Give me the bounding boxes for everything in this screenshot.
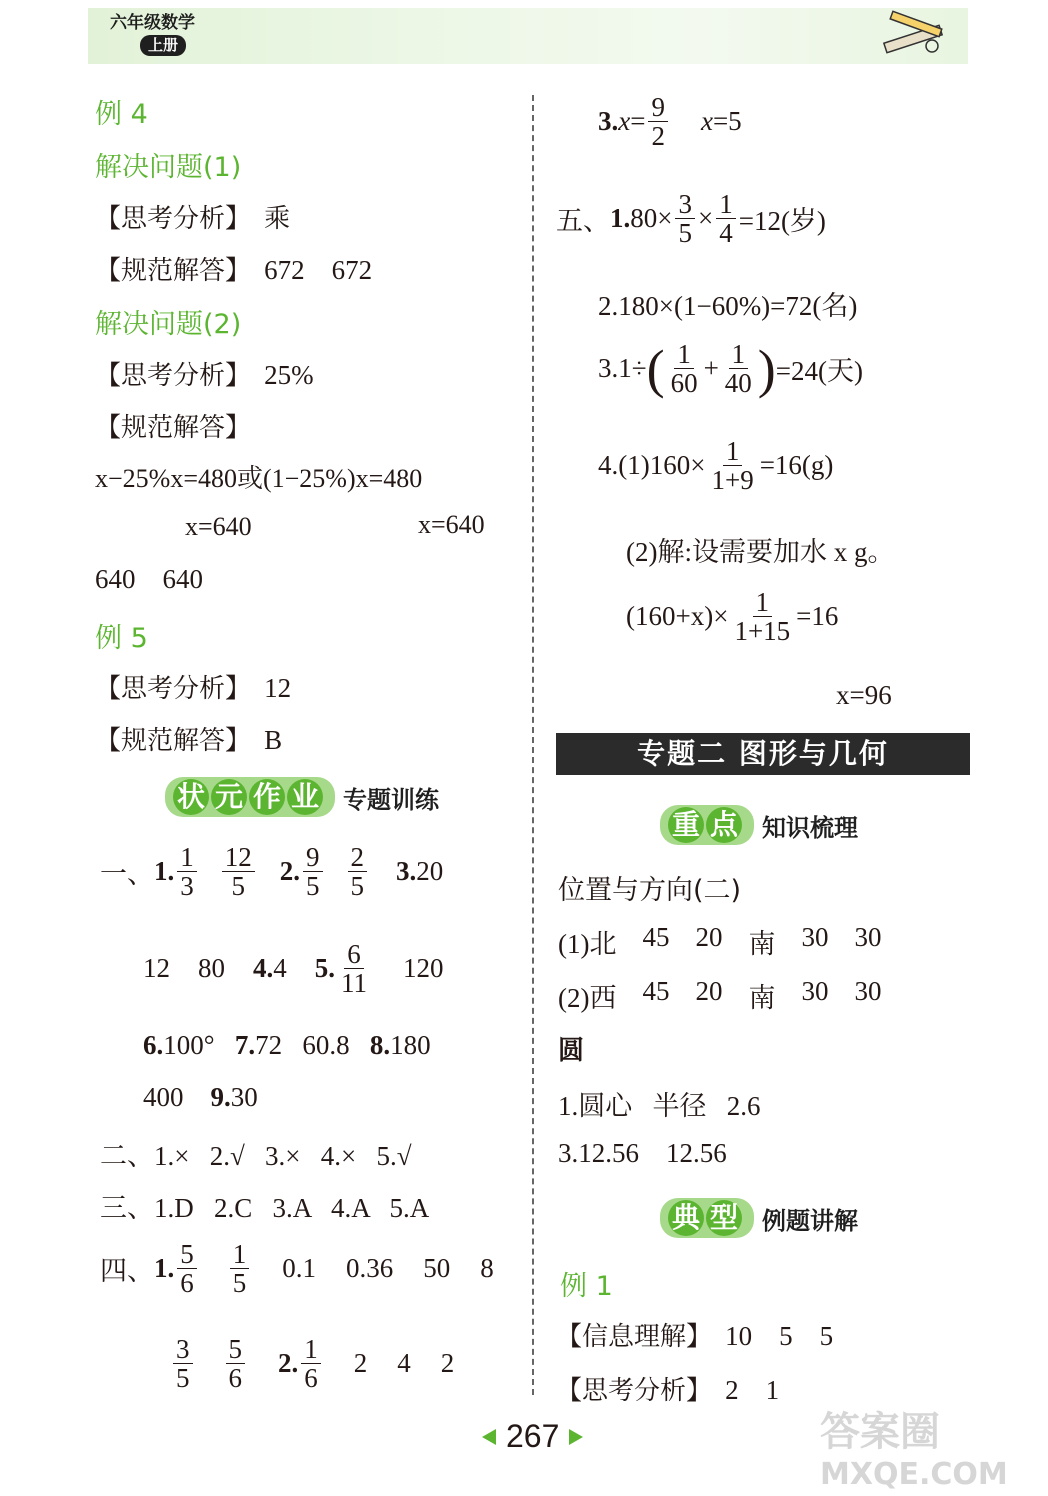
exercise-4-row2 (170, 1335, 454, 1393)
watermark-line: MXQE.COM (820, 1457, 1008, 1492)
exercise-1-row1 (100, 843, 443, 901)
exercise-2-row: 二、1.× 2.√ 3.× 4.× 5.√ (100, 1141, 412, 1171)
fraction: $\frac{2}{5}$ (348, 843, 368, 901)
volume-badge: 上册 (140, 35, 186, 56)
badge-char: 元 (211, 779, 247, 815)
fraction: $\frac{9}{5}$ (303, 843, 323, 901)
section-badge-knowledge (660, 805, 858, 845)
badge-pill (165, 777, 335, 817)
value: 2 (440, 1348, 455, 1379)
column-divider (532, 95, 534, 1395)
fraction: $\frac{5}{6}$ (226, 1335, 246, 1393)
analysis-value: 25% (264, 360, 314, 390)
fraction: $\frac{6}{11}$ (341, 939, 367, 999)
exercise-5-line7: x=96 (836, 680, 892, 710)
info-value: 10 5 5 (725, 1321, 834, 1351)
value: 30 (801, 976, 829, 1006)
example-4-heading: 例 4 (95, 99, 148, 130)
circle-heading: 圆 (558, 1036, 585, 1066)
final-answer: 640 640 (95, 564, 203, 594)
example-1-heading: 例 1 (560, 1271, 613, 1302)
exercise-5-line5: (2)解:设需要加水 x g。 (626, 537, 895, 567)
fraction: $\frac{1}{1+15}$ (734, 587, 791, 647)
answer-value: B (264, 725, 283, 755)
analysis-value: 乘 (264, 204, 291, 234)
badge-char: 重 (668, 807, 704, 843)
item-number: 2. (279, 856, 300, 887)
problem-2-heading: 解决问题(2) (95, 309, 242, 340)
badge-char: 作 (249, 779, 285, 815)
badge-title: 知识梳理 (762, 813, 858, 842)
item-number: 1. (154, 856, 175, 887)
exercise-5-line3: 3.1÷ ( $\frac{1}{60}$ + $\frac{1}{40}$ ) =24(天) (598, 338, 863, 399)
value: 45 (642, 976, 670, 1006)
value: 南 (748, 929, 776, 959)
position-direction-heading: 位置与方向(二) (558, 875, 742, 906)
equation-solution-2: x=640 (418, 510, 485, 539)
fraction: $\frac{5}{6}$ (177, 1240, 197, 1298)
watermark-line: 答案圈 (820, 1409, 940, 1455)
answer-label: 【规范解答】 (95, 726, 252, 756)
q1-analysis-row (95, 198, 290, 235)
page-number (482, 1418, 583, 1455)
value: 30 (801, 922, 829, 952)
badge-char: 型 (706, 1200, 742, 1236)
think-label: 【思考分析】 (556, 1376, 713, 1406)
topic-title-banner: 专题二 图形与几何 (556, 733, 970, 775)
think-row (556, 1370, 779, 1407)
value: 0.1 (282, 1253, 316, 1284)
watermark-text (820, 1400, 1008, 1492)
info-label: 【信息理解】 (556, 1322, 713, 1352)
item-3: 3.20 (396, 856, 444, 887)
section-number: 一、 (100, 859, 154, 891)
badge-pill (660, 805, 754, 845)
expression-head: 3.1÷ (598, 353, 647, 384)
value: 4 (397, 1348, 411, 1379)
fraction: $\frac{1}{3}$ (177, 843, 197, 901)
exercise-5-line6 (626, 588, 838, 646)
section-badge-examples (660, 1198, 858, 1238)
value: 南 (748, 983, 776, 1013)
section-badge-training (165, 777, 439, 817)
badge-char: 点 (706, 807, 742, 843)
expression-head: (160+x)× (626, 601, 729, 632)
fraction: $\frac{12}{5}$ (222, 843, 255, 901)
item-number: 5. (314, 953, 335, 984)
equation-line: x−25%x=480或(1−25%)x=480 (95, 464, 423, 493)
value: 30 (854, 976, 882, 1006)
fraction: $\frac{3}{5}$ (173, 1335, 193, 1393)
fraction: $\frac{1}{40}$ (724, 339, 752, 399)
watermark (820, 1400, 1008, 1492)
badge-char: 状 (173, 779, 209, 815)
value: 120 (403, 953, 444, 984)
q2-answer-label: 【规范解答】 (95, 413, 252, 443)
info-row (556, 1316, 833, 1353)
exercise-5-line2: 2.180×(1−60%)=72(名) (598, 291, 858, 321)
fraction: $\frac{1}{60}$ (670, 339, 698, 399)
answer-label: 【规范解答】 (95, 256, 252, 286)
value: 12 (143, 953, 170, 984)
item-4: 4.4 (253, 953, 287, 984)
example-5-heading: 例 5 (95, 623, 148, 654)
expression-tail: =16(g) (759, 450, 834, 481)
exercise-1-row2 (143, 940, 444, 998)
header-banner (88, 8, 968, 64)
value: 0.36 (346, 1253, 394, 1284)
ex5-analysis-row (95, 668, 291, 705)
page-number-text: 267 (506, 1418, 560, 1454)
analysis-label: 【思考分析】 (95, 204, 252, 234)
value: 50 (423, 1253, 451, 1284)
item-number: 1. (154, 1253, 175, 1284)
exercise-1-row3: 6.100° 7.72 60.8 8.180 (143, 1030, 431, 1060)
exercise-5-line1: 五、 1. 80× $\frac{3}{5}$ × $\frac{1}{4}$ =12(岁) (556, 189, 826, 249)
exercise-5-line4 (598, 437, 833, 495)
expression-tail: =24(天) (775, 356, 863, 387)
expression-tail: =16 (796, 601, 839, 632)
position-row-1 (558, 922, 881, 961)
value: 80 (198, 953, 225, 984)
right-item-3: 3. x = $\frac{9}{2}$ x=5 (598, 92, 742, 152)
value: 20 (695, 922, 723, 952)
badge-char: 典 (668, 1200, 704, 1236)
value: (1)北 (558, 929, 617, 959)
value: 8 (480, 1253, 494, 1284)
fraction: $\frac{1}{1+9}$ (711, 436, 754, 496)
fraction: $\frac{1}{6}$ (301, 1335, 321, 1393)
circle-row-1: 1.圆心 半径 2.6 (558, 1091, 761, 1121)
triangle-right-icon (569, 1429, 583, 1445)
fraction: $\frac{9}{2}$ (648, 93, 668, 151)
analysis-value: 12 (264, 673, 292, 703)
exercise-3-row: 三、1.D 2.C 3.A 4.A 5.A (100, 1193, 430, 1223)
triangle-left-icon (482, 1429, 496, 1445)
item-number: 3. (598, 106, 619, 137)
problem-1-heading: 解决问题(1) (95, 152, 242, 183)
badge-char: 业 (287, 779, 323, 815)
fraction: $\frac{3}{5}$ (675, 190, 695, 248)
position-row-2 (558, 976, 881, 1015)
section-number: 五、 (556, 206, 610, 238)
ex5-answer-row (95, 720, 282, 757)
q2-analysis-row (95, 355, 314, 392)
value: 30 (854, 922, 882, 952)
fraction: $\frac{1}{4}$ (716, 190, 736, 248)
value: (2)西 (558, 983, 617, 1013)
think-value: 2 1 (725, 1375, 780, 1405)
badge-pill (660, 1198, 754, 1238)
exercise-1-row4: 400 9.30 (143, 1082, 258, 1112)
pencil-ruler-icon (880, 10, 950, 60)
analysis-label: 【思考分析】 (95, 361, 252, 391)
section-number: 四、 (100, 1256, 154, 1288)
analysis-label: 【思考分析】 (95, 674, 252, 704)
fraction: $\frac{1}{5}$ (230, 1240, 250, 1298)
exercise-4-row1 (100, 1240, 494, 1298)
grade-label: 六年级数学 (110, 13, 195, 33)
item-number: 2. (278, 1348, 299, 1379)
value: 45 (642, 922, 670, 952)
circle-row-2: 3.12.56 12.56 (558, 1138, 727, 1168)
badge-title: 专题训练 (343, 785, 439, 814)
answer-value: 672 672 (264, 255, 373, 285)
expression-head: 4.(1)160× (598, 450, 706, 481)
q1-answer-row (95, 250, 372, 287)
value: 20 (695, 976, 723, 1006)
value: 2 (353, 1348, 368, 1379)
badge-title: 例题讲解 (762, 1206, 858, 1235)
equation-solution-1: x=640 (185, 512, 252, 541)
